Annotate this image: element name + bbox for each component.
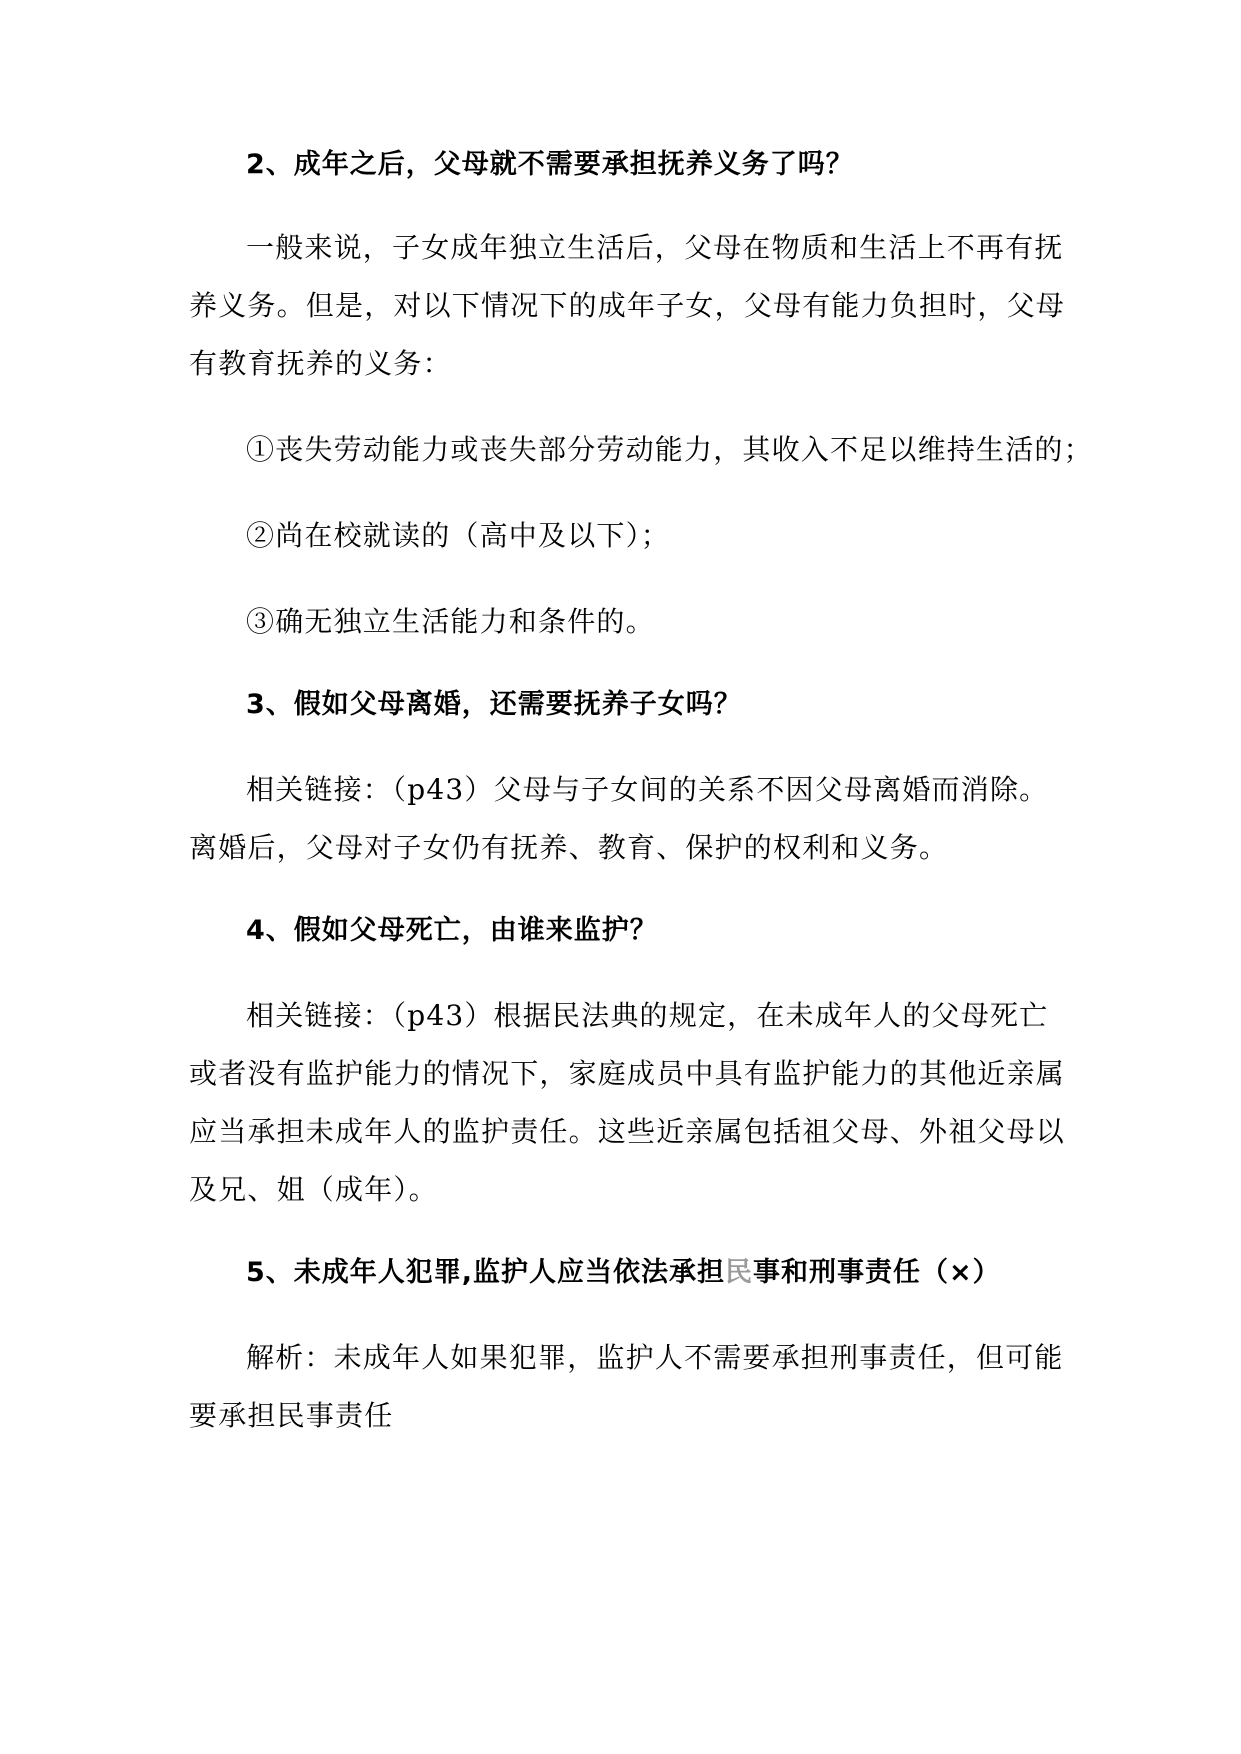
heading-q5-grey-char: 民 (725, 1257, 754, 1288)
heading-q5 (246, 1253, 1001, 1293)
heading-q5-part-2: 事和刑事责任（×） (753, 1257, 1001, 1288)
q5-paragraph-line-2: 要承担民事责任 (189, 1399, 394, 1432)
q3-paragraph-line-2: 离婚后，父母对子女仍有抚养、教育、保护的权利和义务。 (189, 831, 949, 864)
q4-paragraph-line-4: 及兄、姐（成年）。 (189, 1173, 438, 1206)
q2-paragraph-line-1: 一般来说，子女成年独立生活后，父母在物质和生活上不再有抚 (246, 231, 1064, 264)
q2-list-item-1: ①丧失劳动能力或丧失部分劳动能力，其收入不足以维持生活的； (246, 433, 1093, 466)
q4-paragraph-line-2: 或者没有监护能力的情况下，家庭成员中具有监护能力的其他近亲属 (189, 1057, 1066, 1090)
q2-list-item-3: ③确无独立生活能力和条件的。 (246, 605, 655, 638)
q5-paragraph-line-1: 解析：未成年人如果犯罪，监护人不需要承担刑事责任，但可能 (246, 1341, 1064, 1374)
heading-q2: 2、成年之后，父母就不需要承担抚养义务了吗？ (246, 149, 854, 180)
heading-q3: 3、假如父母离婚，还需要抚养子女吗？ (246, 689, 742, 720)
heading-q5-part-1: 5、未成年人犯罪,监护人应当依法承担 (246, 1257, 726, 1288)
q2-paragraph-line-3: 有教育抚养的义务： (189, 347, 452, 380)
q3-paragraph-line-1: 相关链接：（p43）父母与子女间的关系不因父母离婚而消除。 (246, 773, 1049, 806)
q4-paragraph-line-1: 相关链接：（p43）根据民法典的规定，在未成年人的父母死亡 (246, 999, 1049, 1032)
q2-list-item-2: ②尚在校就读的（高中及以下）； (246, 519, 671, 552)
heading-q4: 4、假如父母死亡，由谁来监护？ (246, 915, 658, 946)
q2-paragraph-line-2: 养义务。但是，对以下情况下的成年子女，父母有能力负担时，父母 (189, 289, 1066, 322)
q4-paragraph-line-3: 应当承担未成年人的监护责任。这些近亲属包括祖父母、外祖父母以 (189, 1115, 1066, 1148)
